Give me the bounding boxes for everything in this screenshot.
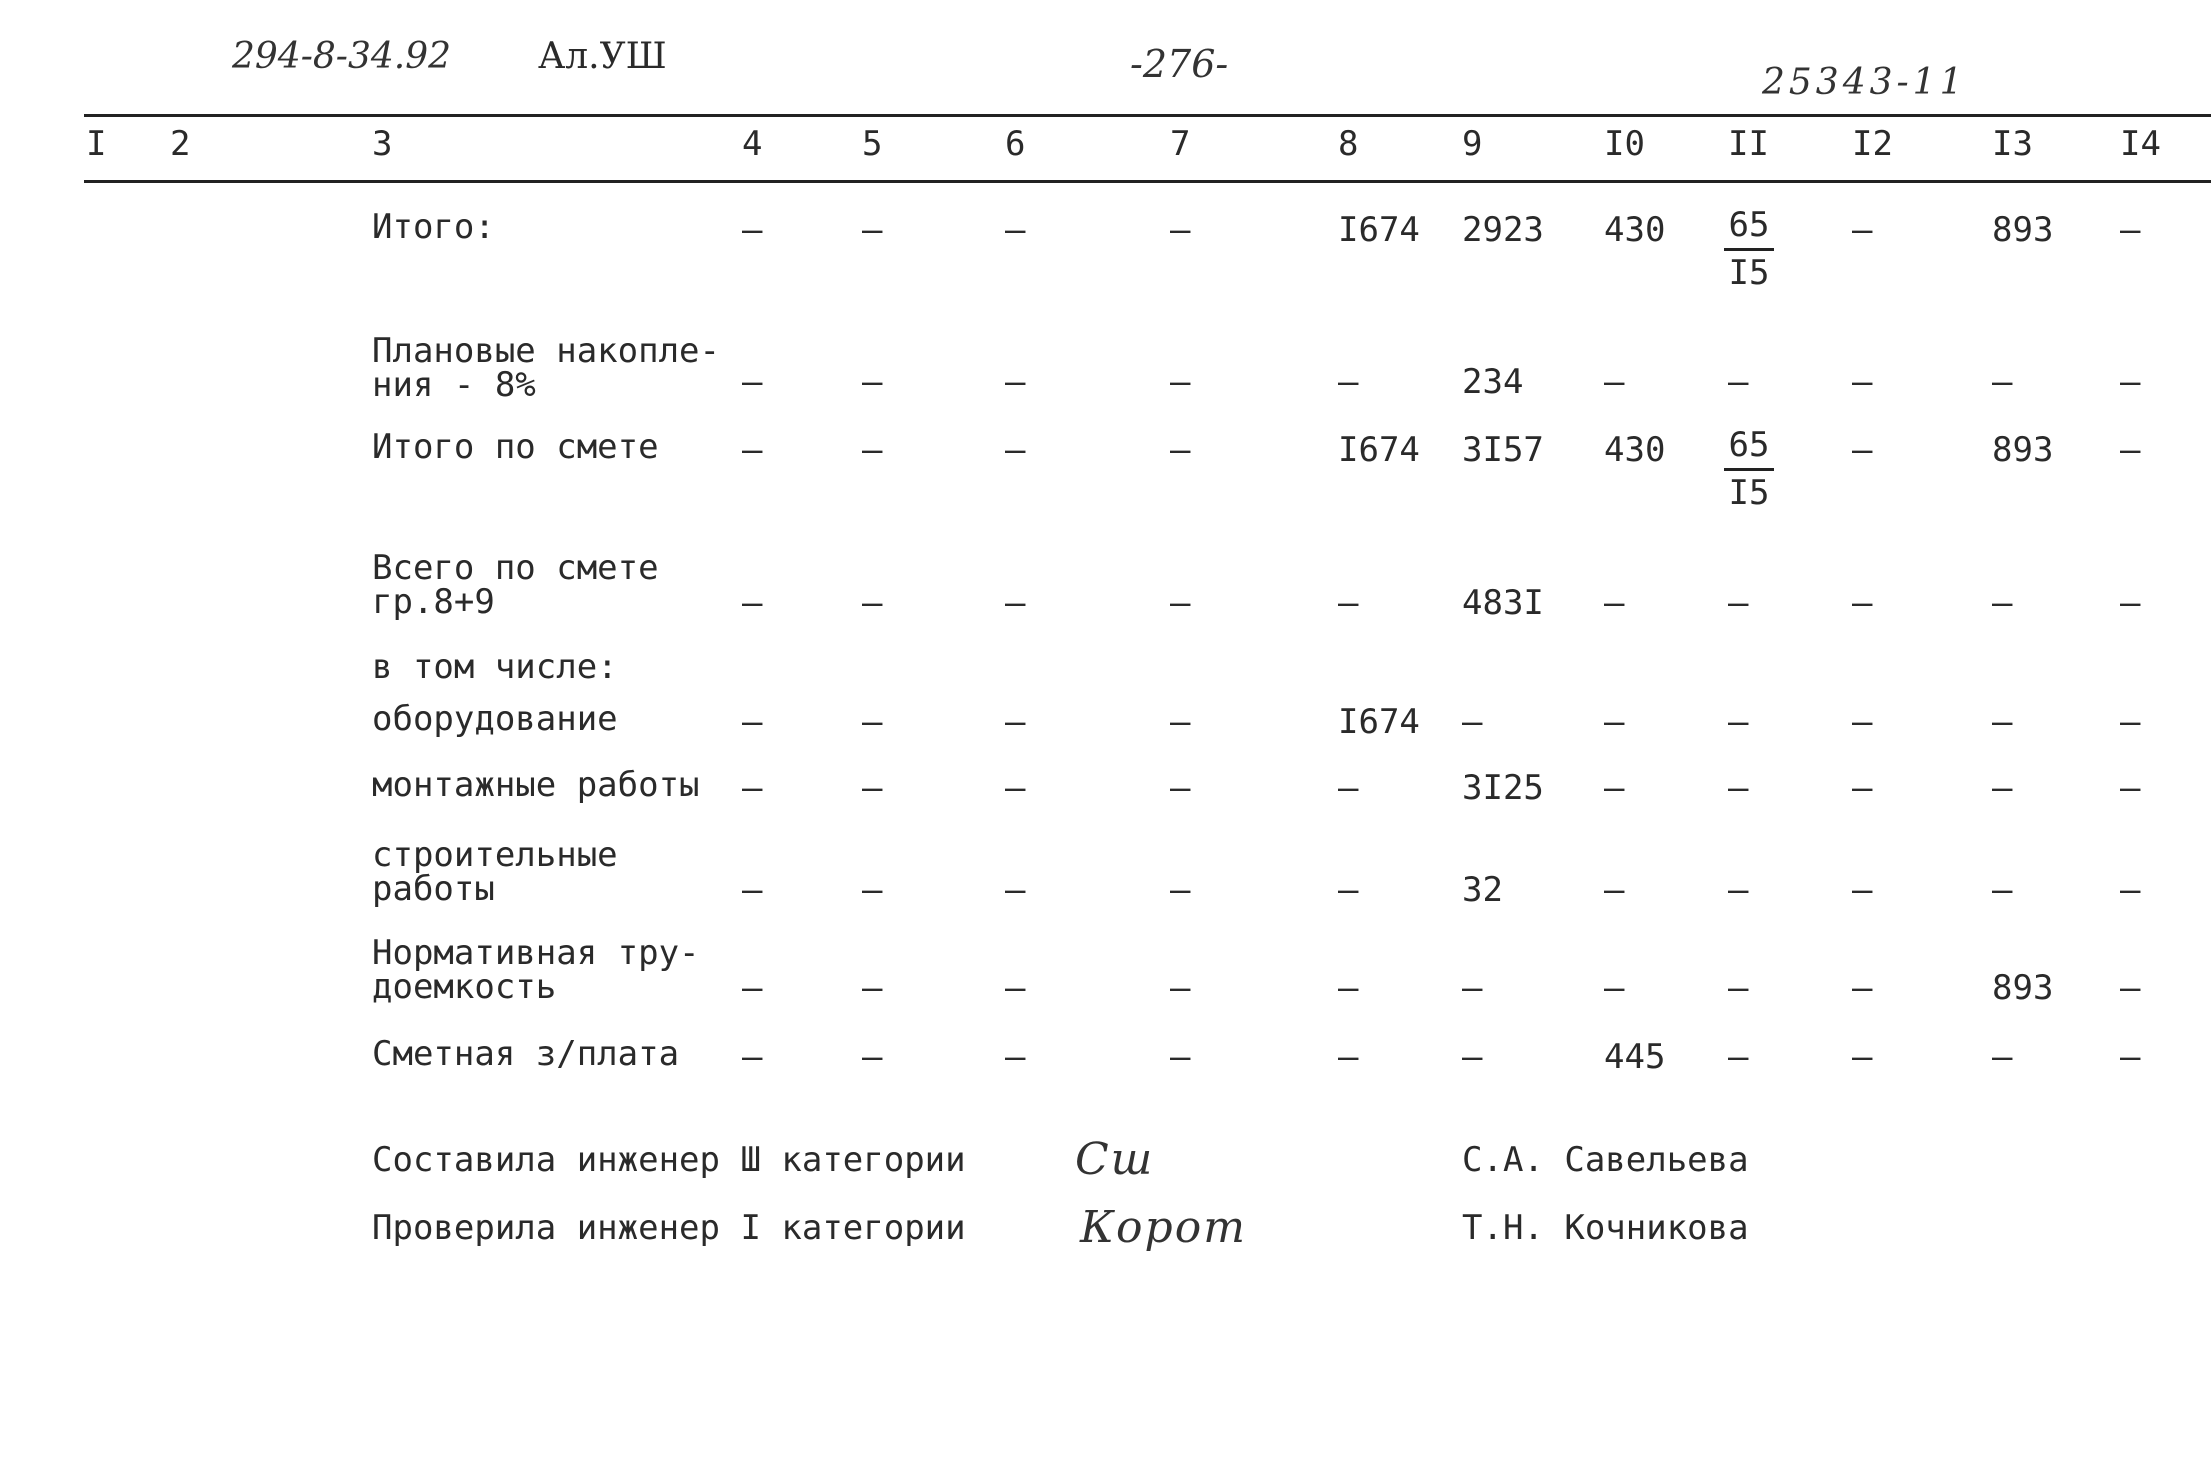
table-cell: –	[1992, 870, 2013, 910]
row-label: Сметная з/плата	[372, 1034, 680, 1074]
table-cell: 430	[1604, 430, 1666, 470]
column-number: I4	[2120, 124, 2161, 164]
table-cell: –	[1170, 1037, 1191, 1077]
table-cell: –	[1604, 702, 1625, 742]
column-number: 5	[862, 124, 883, 164]
table-cell: –	[1852, 583, 1873, 623]
registration-number: 25343-11	[1762, 62, 1967, 103]
table-cell: –	[2120, 362, 2141, 402]
table-cell: –	[2120, 702, 2141, 742]
table-cell: –	[862, 1037, 883, 1077]
table-cell: –	[1338, 1037, 1359, 1077]
table-cell: –	[742, 210, 763, 250]
fraction-cell	[1724, 426, 1774, 515]
column-number: I2	[1852, 124, 1893, 164]
table-cell: –	[742, 362, 763, 402]
table-cell: –	[1338, 870, 1359, 910]
table-cell: –	[742, 583, 763, 623]
table-cell: –	[1852, 870, 1873, 910]
table-cell: –	[862, 583, 883, 623]
table-cell: –	[862, 768, 883, 808]
table-cell: –	[1170, 702, 1191, 742]
table-cell: –	[1005, 968, 1026, 1008]
table-cell: 430	[1604, 210, 1666, 250]
row-label: в том числе:	[372, 647, 618, 687]
column-number: 6	[1005, 124, 1026, 164]
header-top-rule	[84, 114, 2211, 117]
table-cell: –	[862, 430, 883, 470]
row-label: Итого:	[372, 207, 495, 247]
table-cell: –	[1170, 870, 1191, 910]
table-cell: –	[862, 702, 883, 742]
table-cell: –	[1462, 968, 1483, 1008]
column-number: 7	[1170, 124, 1191, 164]
table-cell: –	[1170, 968, 1191, 1008]
table-cell: I674	[1338, 702, 1420, 742]
table-cell: –	[2120, 870, 2141, 910]
table-cell: –	[2120, 1037, 2141, 1077]
signer-role: Проверила инженер I категории	[372, 1208, 966, 1248]
table-cell: –	[742, 430, 763, 470]
table-cell: –	[1728, 1037, 1749, 1077]
table-cell: –	[1005, 768, 1026, 808]
table-cell: –	[1604, 968, 1625, 1008]
table-cell: –	[1852, 702, 1873, 742]
row-label: строительные работы	[372, 835, 618, 909]
table-cell: –	[1005, 870, 1026, 910]
table-cell: –	[1338, 968, 1359, 1008]
table-cell: –	[1462, 1037, 1483, 1077]
table-cell: 893	[1992, 430, 2054, 470]
fraction-cell	[1724, 206, 1774, 295]
table-cell: –	[862, 870, 883, 910]
table-cell: –	[1728, 768, 1749, 808]
column-number: I3	[1992, 124, 2033, 164]
row-label: Всего по смете гр.8+9	[372, 548, 659, 622]
table-cell: –	[1170, 768, 1191, 808]
table-cell: –	[1852, 210, 1873, 250]
table-cell: –	[2120, 768, 2141, 808]
table-cell: –	[1728, 583, 1749, 623]
table-cell: –	[1338, 583, 1359, 623]
table-cell: –	[1338, 768, 1359, 808]
table-cell: –	[1005, 362, 1026, 402]
table-cell: –	[1170, 430, 1191, 470]
table-cell: –	[862, 210, 883, 250]
signer-name: С.А. Савельева	[1462, 1140, 1749, 1180]
table-cell: 32	[1462, 870, 1503, 910]
row-label: Итого по смете	[372, 427, 659, 467]
column-number: 3	[372, 124, 393, 164]
table-cell: –	[1992, 362, 2013, 402]
page-number: -276-	[1130, 42, 1229, 86]
table-cell: –	[1604, 870, 1625, 910]
table-cell: –	[2120, 583, 2141, 623]
table-cell: –	[1005, 702, 1026, 742]
fraction-numerator: 65	[1724, 206, 1774, 251]
table-cell: –	[1852, 362, 1873, 402]
table-cell: 3I25	[1462, 768, 1544, 808]
fraction-denominator: I5	[1728, 473, 1770, 513]
table-cell: 234	[1462, 362, 1524, 402]
row-label: Нормативная тру- доемкость	[372, 933, 700, 1007]
signer-name: Т.Н. Кочникова	[1462, 1208, 1749, 1248]
table-cell: –	[862, 362, 883, 402]
table-cell: –	[1852, 968, 1873, 1008]
table-cell: I674	[1338, 210, 1420, 250]
row-label: монтажные работы	[372, 765, 700, 805]
table-cell: –	[1852, 768, 1873, 808]
table-cell: –	[1992, 702, 2013, 742]
table-cell: 483I	[1462, 583, 1544, 623]
table-cell: –	[1170, 210, 1191, 250]
column-number: 8	[1338, 124, 1359, 164]
album-label: Ал.УШ	[538, 36, 667, 77]
table-cell: –	[1992, 583, 2013, 623]
table-cell: –	[1005, 210, 1026, 250]
signer-role: Составила инженер Ш категории	[372, 1140, 966, 1180]
table-cell: –	[1728, 702, 1749, 742]
table-cell: –	[1852, 430, 1873, 470]
table-cell: –	[1170, 583, 1191, 623]
column-number: I0	[1604, 124, 1645, 164]
column-number: II	[1728, 124, 1769, 164]
row-label: Плановые накопле- ния - 8%	[372, 331, 720, 405]
table-cell: –	[1728, 870, 1749, 910]
column-number: 9	[1462, 124, 1483, 164]
table-cell: 2923	[1462, 210, 1544, 250]
table-cell: 445	[1604, 1037, 1666, 1077]
table-cell: –	[1604, 768, 1625, 808]
table-cell: –	[1338, 362, 1359, 402]
handwritten-signature: Корот	[1080, 1202, 1247, 1253]
table-cell: 893	[1992, 968, 2054, 1008]
fraction-denominator: I5	[1728, 253, 1770, 293]
table-cell: –	[2120, 210, 2141, 250]
fraction-numerator: 65	[1724, 426, 1774, 471]
table-cell: –	[1170, 362, 1191, 402]
table-cell: –	[1992, 768, 2013, 808]
header-bottom-rule	[84, 180, 2211, 183]
table-cell: –	[1992, 1037, 2013, 1077]
table-cell: –	[1005, 583, 1026, 623]
table-cell: –	[742, 968, 763, 1008]
table-cell: –	[862, 968, 883, 1008]
table-cell: –	[1462, 702, 1483, 742]
table-cell: 3I57	[1462, 430, 1544, 470]
table-cell: –	[742, 768, 763, 808]
column-number: 4	[742, 124, 763, 164]
table-cell: –	[742, 1037, 763, 1077]
table-cell: –	[2120, 968, 2141, 1008]
table-cell: 893	[1992, 210, 2054, 250]
table-cell: –	[1005, 430, 1026, 470]
table-cell: –	[742, 702, 763, 742]
column-number: 2	[170, 124, 191, 164]
table-cell: –	[1005, 1037, 1026, 1077]
column-number: I	[86, 124, 107, 164]
table-cell: –	[1604, 362, 1625, 402]
table-cell: –	[1728, 968, 1749, 1008]
handwritten-signature: Сш	[1075, 1134, 1155, 1185]
table-cell: –	[2120, 430, 2141, 470]
table-cell: –	[742, 870, 763, 910]
table-cell: –	[1852, 1037, 1873, 1077]
table-cell: –	[1728, 362, 1749, 402]
document-code: 294-8-34.92	[232, 36, 452, 77]
table-cell: I674	[1338, 430, 1420, 470]
table-cell: –	[1604, 583, 1625, 623]
row-label: оборудование	[372, 699, 618, 739]
